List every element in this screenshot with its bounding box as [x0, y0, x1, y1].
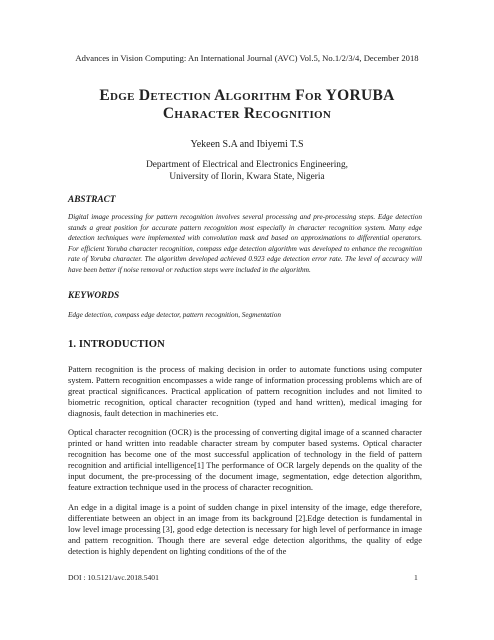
abstract-text: Digital image processing for pattern recognition involves several processing and pre-processing steps. Edge detection stands a great position for accurate pattern recognition most especially in character recognition system. Many edge detection techniques were implemented with convolution mask and based on approximations to differential operators. For efficient Yoruba character recognition, compass edge detection algorithm was developed to enhance the recognition rate of Yoruba character. The algorithm developed achieved 0.923 edge detection error rate. The level of accuracy will have been better if noise removal or reduction steps were included in the algorithm. [68, 213, 422, 274]
introduction-heading: 1. INTRODUCTION [68, 339, 165, 350]
abstract-heading: ABSTRACT [68, 195, 116, 205]
authors: Yekeen S.A and Ibiyemi T.S [190, 139, 304, 150]
affiliation-line-2: University of Ilorin, Kwara State, Nigeria [169, 172, 325, 182]
title-line-1: Edge Detection Algorithm For YORUBA [99, 87, 395, 104]
keywords-text: Edge detection, compass edge detector, pattern recognition, Segmentation [68, 311, 281, 319]
journal-header: Advances in Vision Computing: An International Journal (AVC) Vol.5, No.1/2/3/4, December 2018 [75, 53, 419, 63]
affiliation [0, 159, 494, 183]
affiliation-line-1: Department of Electrical and Electronics Engineering, [146, 160, 348, 170]
page-number: 1 [414, 573, 418, 582]
intro-paragraph-3: An edge in a digital image is a point of sudden change in pixel intensity of the image, edge therefore, differentiate between an object in an image from its background [2].Edge detection is fundamental in low level image processing [3], good edge detection is necessary for high level of performance in image and pattern recognition. Though there are several edge detection algorithms, the quality of edge detection is highly dependent on lighting conditions of the of the [68, 502, 422, 557]
intro-paragraph-2: Optical character recognition (OCR) is the processing of converting digital image of a scanned character printed or hand written into readable character stream by computer based systems. Optical character recognition has become one of the most successful application of technology in the field of pattern recognition and artificial intelligence[1] The performance of OCR largely depends on the quality of the input document, the pre-processing of the document image, segmentation, edge detection algorithm, feature extraction technique used in the process of character recognition. [68, 427, 422, 493]
paper-title [40, 87, 454, 123]
keywords-heading: KEYWORDS [68, 291, 120, 301]
title-line-2: Character Recognition [162, 105, 332, 122]
footer-doi: DOI : 10.5121/avc.2018.5401 [68, 573, 159, 582]
intro-paragraph-1: Pattern recognition is the process of making decision in order to automate functions using computer system. Pattern recognition encompasses a wide range of information processing problems which are of great practical significances. Practical application of pattern recognition includes and not limited to biometric recognition, optical character recognition (typed and hand written), medical imaging for diagnosis, fault detection in machineries etc. [68, 364, 422, 419]
